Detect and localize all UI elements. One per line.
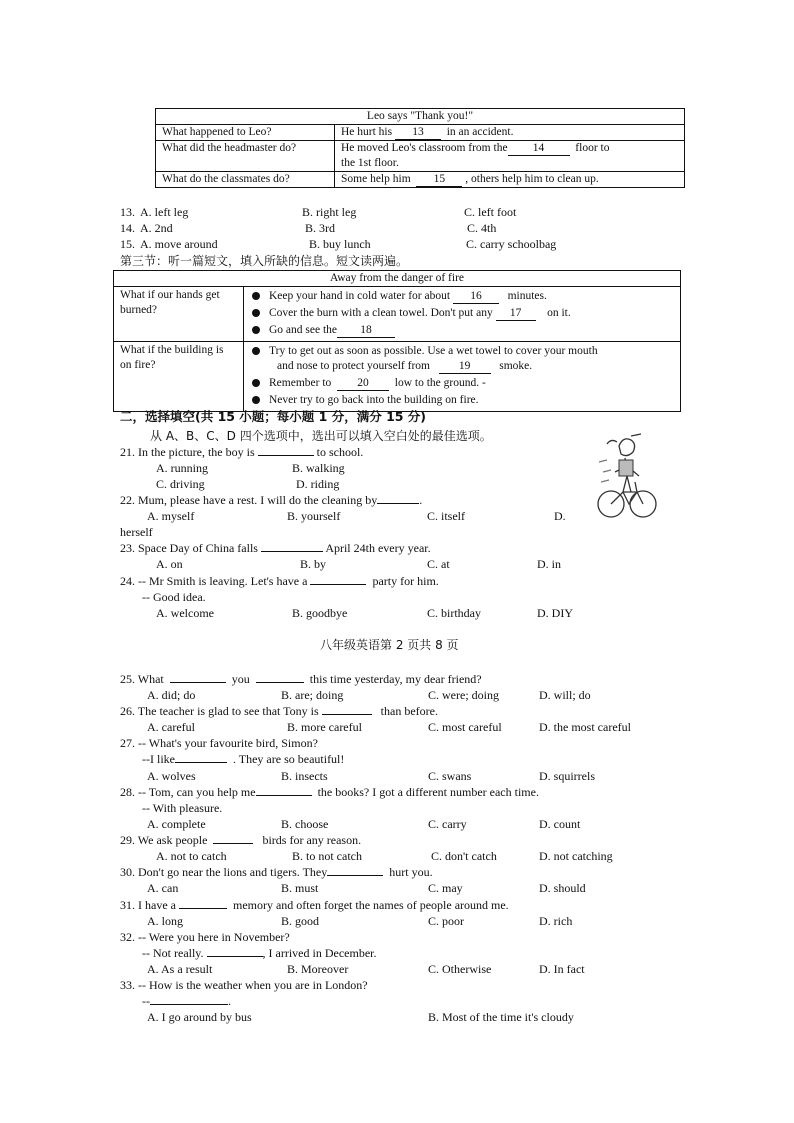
option-a: A. 2nd: [140, 221, 173, 235]
question-14-number: 14.: [120, 221, 135, 235]
option-a: A. careful: [147, 720, 195, 734]
option-c: C. itself: [427, 509, 465, 523]
question-stem: 24. -- Mr Smith is leaving. Let's have a: [120, 574, 308, 588]
bullet-text: smoke.: [499, 360, 533, 372]
option-c: C. Otherwise: [428, 962, 492, 976]
question-31: [120, 897, 509, 913]
option-b: B. more careful: [287, 720, 362, 734]
option-a: A. running: [156, 461, 208, 475]
bullet-text: and nose to protect yourself from: [277, 360, 430, 372]
table-answer: [335, 141, 685, 172]
table-question: What if the building is on fire?: [114, 342, 244, 412]
bullet-text: on it.: [547, 307, 571, 319]
answer-blank: [175, 762, 227, 763]
answer-blank: 17: [496, 307, 536, 321]
table-row: [156, 125, 685, 141]
option-a: A. did; do: [147, 688, 196, 702]
question-stem: 30. Don't go near the lions and tigers. They: [120, 865, 328, 879]
bullet-icon: [252, 347, 260, 355]
question-stem: April 24th every year.: [325, 541, 431, 555]
answer-blank: [256, 795, 312, 796]
question-28: [120, 784, 539, 800]
option-b: B. to not catch: [292, 849, 362, 863]
option-c: C. at: [427, 557, 450, 571]
option-b: B. Moreover: [287, 962, 349, 976]
option-a: A. can: [147, 881, 179, 895]
question-32: 32. -- Were you here in November?: [120, 930, 290, 944]
bullet-icon: [252, 396, 260, 404]
leo-info-table: [155, 108, 685, 188]
option-b: B. buy lunch: [309, 237, 371, 251]
option-a: A. wolves: [147, 769, 196, 783]
answer-blank: 16: [453, 290, 499, 304]
question-stem: 29. We ask people: [120, 833, 208, 847]
bullet-icon: [252, 292, 260, 300]
table-question: What did the headmaster do?: [156, 141, 335, 172]
question-21: [120, 444, 363, 460]
question-stem: party for him.: [372, 574, 439, 588]
option-c: C. carry schoolbag: [466, 237, 557, 251]
bullet-item: [250, 376, 674, 391]
question-25: [120, 671, 482, 687]
boy-riding-bike-illustration: [597, 432, 659, 524]
option-c: C. poor: [428, 914, 464, 928]
option-c: C. don't catch: [431, 849, 497, 863]
dialogue-line: [142, 945, 376, 961]
option-c: C. 4th: [467, 221, 497, 235]
option-a: A. move around: [140, 237, 218, 251]
answer-text: floor to: [575, 142, 610, 154]
answer-blank: 15: [416, 173, 462, 187]
table-title: Away from the danger of fire: [114, 271, 681, 287]
question-15-number: 15.: [120, 237, 135, 251]
question-stem: .: [228, 994, 231, 1008]
option-d-continued: herself: [120, 525, 153, 539]
bullet-text: minutes.: [507, 290, 547, 302]
option-a: A. left leg: [140, 205, 189, 219]
question-stem: memory and often forget the names of people around me.: [232, 898, 509, 912]
option-c: C. may: [428, 881, 463, 895]
answer-blank: 14: [508, 142, 570, 156]
answer-text: the 1st floor.: [341, 157, 399, 169]
question-stem: --I like: [142, 752, 175, 766]
bullet-item: [250, 323, 674, 338]
bullet-item: [250, 393, 674, 408]
option-c: C. swans: [428, 769, 472, 783]
bullet-text: Cover the burn with a clean towel. Don't put any: [269, 307, 493, 319]
option-c: C. driving: [156, 477, 205, 491]
bullet-text: Go and see the: [269, 324, 338, 336]
question-stem: you: [231, 672, 250, 686]
bullet-item: [250, 306, 674, 321]
question-stem: --: [142, 994, 150, 1008]
answer-blank: [322, 714, 372, 715]
answer-blank: [258, 455, 314, 456]
option-d: D. rich: [539, 914, 573, 928]
answer-blank: [207, 956, 263, 957]
bullet-icon: [252, 326, 260, 334]
table-row: [114, 287, 681, 342]
dialogue-line: [142, 751, 344, 767]
option-c: C. were; doing: [428, 688, 499, 702]
question-stem: 25. What: [120, 672, 164, 686]
section-3-heading: 第三节：听一篇短文，填入所缺的信息。短文读两遍。: [120, 254, 409, 268]
question-stem: this time yesterday, my dear friend?: [309, 672, 482, 686]
table-answer: [335, 125, 685, 141]
answer-text: in an accident.: [446, 126, 514, 138]
option-c: C. birthday: [427, 606, 481, 620]
option-d: D. count: [539, 817, 581, 831]
table-row: [114, 342, 681, 412]
option-b: B. good: [281, 914, 320, 928]
answer-text: He hurt his: [341, 126, 393, 138]
answer-blank: [327, 875, 383, 876]
answer-blank: [256, 682, 304, 683]
bullet-text: Try to get out as soon as possible. Use a wet towel to cover your mouth: [269, 345, 598, 357]
answer-text: , others help him to clean up.: [465, 173, 599, 185]
bullet-text: Never try to go back into the building on fire.: [269, 394, 479, 406]
question-27: 27. -- What's your favourite bird, Simon?: [120, 736, 318, 750]
answer-blank: 18: [337, 324, 395, 338]
question-stem: birds for any reason.: [262, 833, 362, 847]
table-answer: [244, 287, 681, 342]
part-2-heading: 二，选择填空(共 15 小题；每小题 1 分，满分 15 分): [120, 409, 427, 424]
table-answer: [244, 342, 681, 412]
table-title: Leo says "Thank you!": [156, 109, 685, 125]
option-b: B. Most of the time it's cloudy: [428, 1010, 574, 1024]
question-stem: 31. I have a: [120, 898, 176, 912]
question-13-number: 13.: [120, 205, 135, 219]
option-c: C. carry: [428, 817, 467, 831]
fire-safety-table: [113, 270, 681, 412]
option-d: D. will; do: [539, 688, 591, 702]
option-a: A. welcome: [156, 606, 214, 620]
option-b: B. yourself: [287, 509, 341, 523]
question-stem: -- Not really.: [142, 946, 204, 960]
bullet-text: low to the ground. -: [394, 377, 486, 389]
question-stem: 26. The teacher is glad to see that Tony is: [120, 704, 319, 718]
bullet-item: [250, 344, 674, 374]
option-b: B. goodbye: [292, 606, 348, 620]
option-d: D. In fact: [539, 962, 585, 976]
option-d: D. not catching: [539, 849, 613, 863]
page-footer: 八年级英语第 2 页共 8 页: [320, 638, 459, 652]
bullet-icon: [252, 309, 260, 317]
option-b: B. by: [300, 557, 327, 571]
table-row: [156, 172, 685, 188]
table-question: What do the classmates do?: [156, 172, 335, 188]
dialogue-line: -- Good idea.: [142, 590, 206, 604]
answer-text: He moved Leo's classroom from the: [341, 142, 508, 154]
option-b: B. insects: [281, 769, 328, 783]
option-a: A. on: [156, 557, 183, 571]
dialogue-line: [142, 993, 231, 1009]
option-d: D.: [554, 509, 566, 523]
question-24: [120, 573, 439, 589]
question-33: 33. -- How is the weather when you are in London?: [120, 978, 368, 992]
bullet-text: Keep your hand in cold water for about: [269, 290, 451, 302]
option-a: A. As a result: [147, 962, 213, 976]
option-b: B. 3rd: [305, 221, 335, 235]
option-d: D. squirrels: [539, 769, 595, 783]
question-stem: to school.: [316, 445, 364, 459]
answer-text: Some help him: [341, 173, 411, 185]
question-22: [120, 492, 422, 508]
option-a: A. not to catch: [156, 849, 227, 863]
option-a: A. myself: [147, 509, 195, 523]
question-stem: 23. Space Day of China falls: [120, 541, 258, 555]
question-stem: .: [419, 493, 423, 507]
bullet-icon: [252, 379, 260, 387]
answer-blank: [261, 551, 323, 552]
option-c: C. most careful: [428, 720, 502, 734]
answer-blank: [377, 503, 419, 504]
answer-blank: 13: [395, 126, 441, 140]
option-a: A. I go around by bus: [147, 1010, 252, 1024]
question-stem: . They are so beautiful!: [232, 752, 345, 766]
option-b: B. right leg: [302, 205, 357, 219]
question-26: [120, 703, 438, 719]
answer-blank: [179, 908, 227, 909]
table-answer: [335, 172, 685, 188]
question-23: [120, 540, 431, 556]
table-question: What happened to Leo?: [156, 125, 335, 141]
answer-blank: [213, 843, 253, 844]
option-d: D. riding: [296, 477, 340, 491]
question-stem: 28. -- Tom, can you help me: [120, 785, 256, 799]
question-stem: hurt you.: [389, 865, 433, 879]
table-row: [156, 141, 685, 172]
bullet-text: Remember to: [269, 377, 332, 389]
part-2-instructions: 从 A、B、C、D 四个选项中，选出可以填入空白处的最佳选项。: [150, 429, 492, 443]
option-c: C. left foot: [464, 205, 517, 219]
option-d: D. DIY: [537, 606, 573, 620]
option-b: B. must: [281, 881, 319, 895]
answer-blank: 19: [439, 360, 491, 374]
option-b: B. choose: [281, 817, 329, 831]
answer-blank: [170, 682, 226, 683]
option-d: D. should: [539, 881, 586, 895]
question-stem: than before.: [380, 704, 438, 718]
option-d: D. in: [537, 557, 561, 571]
table-question: What if our hands get burned?: [114, 287, 244, 342]
question-29: [120, 832, 361, 848]
option-a: A. long: [147, 914, 183, 928]
answer-blank: 20: [337, 377, 389, 391]
option-b: B. are; doing: [281, 688, 344, 702]
question-stem: 21. In the picture, the boy is: [120, 445, 255, 459]
answer-blank: [150, 1004, 228, 1005]
option-a: A. complete: [147, 817, 206, 831]
bullet-item: [250, 289, 674, 304]
dialogue-line: -- With pleasure.: [142, 801, 223, 815]
question-stem: , I arrived in December.: [262, 946, 377, 960]
question-30: [120, 864, 433, 880]
answer-blank: [310, 584, 366, 585]
option-d: D. the most careful: [539, 720, 631, 734]
question-stem: 22. Mum, please have a rest. I will do the cleaning by: [120, 493, 378, 507]
question-stem: the books? I got a different number each time.: [317, 785, 539, 799]
option-b: B. walking: [292, 461, 345, 475]
